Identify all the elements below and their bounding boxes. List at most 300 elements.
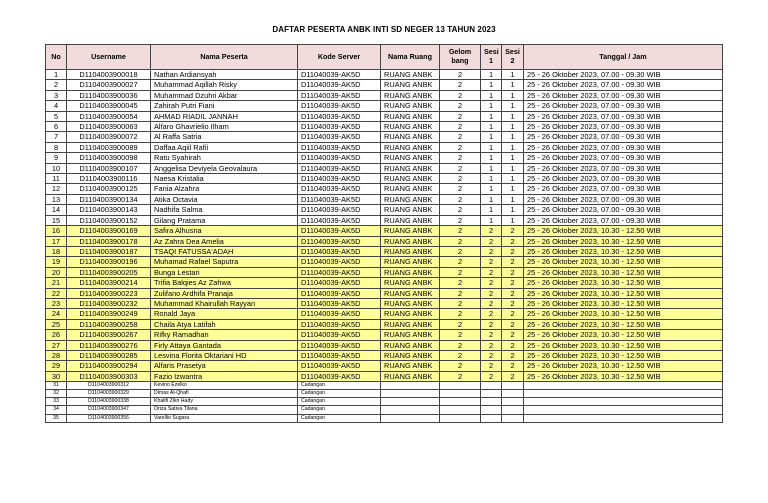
cell-sesi-2: 2	[502, 309, 524, 319]
cell-username: D1104003900276	[67, 340, 151, 350]
cell-nama-ruang	[381, 390, 440, 398]
header-sesi-1: Sesi 1	[481, 45, 502, 70]
cell-nama-ruang: RUANG ANBK	[381, 111, 440, 121]
cell-kode-server: Cadangan	[298, 390, 381, 398]
cell-gelombang: 2	[440, 111, 481, 121]
cell-kode-server: D11040039-AK5D	[298, 194, 381, 204]
table-row	[46, 101, 723, 111]
cell-nama-ruang: RUANG ANBK	[381, 309, 440, 319]
cell-username: D1104003900036	[67, 90, 151, 100]
cell-username: D1104003900267	[67, 330, 151, 340]
cell-gelombang	[440, 390, 481, 398]
cell-sesi-2: 1	[502, 184, 524, 194]
cell-nama-peserta: Muhamad Rafael Saputra	[151, 257, 298, 267]
cell-username: D1104003900072	[67, 132, 151, 142]
cell-nama-peserta: AHMAD RIADIL JANNAH	[151, 111, 298, 121]
cell-nama-ruang: RUANG ANBK	[381, 340, 440, 350]
cell-username: D1104003900187	[67, 246, 151, 256]
cell-tanggal-jam: 25 - 26 Oktober 2023, 07.00 - 09.30 WIB	[524, 194, 723, 204]
cell-nama-peserta: Gilang Pratama	[151, 215, 298, 225]
header-username: Username	[67, 45, 151, 70]
cell-gelombang: 2	[440, 153, 481, 163]
cell-kode-server: D11040039-AK5D	[298, 174, 381, 184]
cell-no: 2	[46, 80, 67, 90]
cell-gelombang: 2	[440, 122, 481, 132]
cell-kode-server: D11040039-AK5D	[298, 226, 381, 236]
cell-nama-ruang: RUANG ANBK	[381, 153, 440, 163]
cell-sesi-2: 2	[502, 319, 524, 329]
cell-tanggal-jam: 25 - 26 Oktober 2023, 07.00 - 09.30 WIB	[524, 174, 723, 184]
cell-nama-ruang: RUANG ANBK	[381, 215, 440, 225]
header-gelombang: Gelom bang	[440, 45, 481, 70]
cell-nama-peserta: Anggelisa Deviyela Geovalaura	[151, 163, 298, 173]
table-row	[46, 278, 723, 288]
cell-tanggal-jam: 25 - 26 Oktober 2023, 07.00 - 09.30 WIB	[524, 122, 723, 132]
cell-nama-ruang: RUANG ANBK	[381, 246, 440, 256]
table-row	[46, 398, 723, 406]
cell-kode-server: D11040039-AK5D	[298, 288, 381, 298]
cell-sesi-1: 2	[481, 361, 502, 371]
header-sesi-2: Sesi 2	[502, 45, 524, 70]
table-row	[46, 288, 723, 298]
cell-tanggal-jam: 25 - 26 Oktober 2023, 10.30 - 12.50 WIB	[524, 330, 723, 340]
table-row	[46, 142, 723, 152]
cell-kode-server: D11040039-AK5D	[298, 111, 381, 121]
cell-nama-ruang: RUANG ANBK	[381, 132, 440, 142]
cell-sesi-1: 1	[481, 205, 502, 215]
cell-sesi-2	[502, 382, 524, 390]
cell-gelombang: 2	[440, 174, 481, 184]
cell-gelombang: 2	[440, 288, 481, 298]
cell-nama-peserta: Nathan Ardiansyah	[151, 70, 298, 80]
cell-kode-server: Cadangan	[298, 414, 381, 422]
cell-tanggal-jam: 25 - 26 Oktober 2023, 10.30 - 12.50 WIB	[524, 340, 723, 350]
cell-no: 25	[46, 319, 67, 329]
cell-sesi-2: 2	[502, 340, 524, 350]
cell-no: 9	[46, 153, 67, 163]
cell-nama-peserta: Zulifano Ardhifa Pranaja	[151, 288, 298, 298]
cell-nama-peserta: Rifky Ramadhan	[151, 330, 298, 340]
cell-tanggal-jam: 25 - 26 Oktober 2023, 07.00 - 09.30 WIB	[524, 90, 723, 100]
header-tanggal-jam: Tanggal / Jam	[524, 45, 723, 70]
cell-nama-ruang: RUANG ANBK	[381, 361, 440, 371]
cell-tanggal-jam: 25 - 26 Oktober 2023, 07.00 - 09.30 WIB	[524, 142, 723, 152]
cell-nama-peserta: Nadhifa Salma	[151, 205, 298, 215]
cell-tanggal-jam: 25 - 26 Oktober 2023, 07.00 - 09.30 WIB	[524, 111, 723, 121]
cell-tanggal-jam: 25 - 26 Oktober 2023, 07.00 - 09.30 WIB	[524, 163, 723, 173]
cell-no: 19	[46, 257, 67, 267]
cell-kode-server: D11040039-AK5D	[298, 257, 381, 267]
cell-tanggal-jam: 25 - 26 Oktober 2023, 07.00 - 09.30 WIB	[524, 70, 723, 80]
cell-sesi-2: 1	[502, 70, 524, 80]
cell-tanggal-jam	[524, 406, 723, 414]
cell-gelombang: 2	[440, 80, 481, 90]
cell-username: D1104003900027	[67, 80, 151, 90]
cell-sesi-1: 1	[481, 122, 502, 132]
cell-sesi-1: 1	[481, 194, 502, 204]
cell-sesi-1: 1	[481, 70, 502, 80]
cell-no: 32	[46, 390, 67, 398]
cell-no: 13	[46, 194, 67, 204]
cell-gelombang: 2	[440, 330, 481, 340]
cell-tanggal-jam: 25 - 26 Oktober 2023, 10.30 - 12.50 WIB	[524, 236, 723, 246]
cell-no: 10	[46, 163, 67, 173]
cell-tanggal-jam	[524, 398, 723, 406]
cell-sesi-1	[481, 390, 502, 398]
table-row	[46, 163, 723, 173]
cell-sesi-2: 2	[502, 288, 524, 298]
cell-nama-peserta: Trifia Balqies Az Zahwa	[151, 278, 298, 288]
cell-username: D1104003900338	[67, 398, 151, 406]
cell-username: D1104003900196	[67, 257, 151, 267]
cell-kode-server: D11040039-AK5D	[298, 122, 381, 132]
table-row	[46, 406, 723, 414]
table-row	[46, 122, 723, 132]
table-row	[46, 215, 723, 225]
cell-tanggal-jam: 25 - 26 Oktober 2023, 10.30 - 12.50 WIB	[524, 298, 723, 308]
cell-no: 12	[46, 184, 67, 194]
cell-sesi-1: 2	[481, 371, 502, 381]
cell-kode-server: D11040039-AK5D	[298, 298, 381, 308]
cell-tanggal-jam: 25 - 26 Oktober 2023, 07.00 - 09.30 WIB	[524, 132, 723, 142]
cell-no: 29	[46, 361, 67, 371]
cell-nama-ruang	[381, 406, 440, 414]
cell-gelombang	[440, 414, 481, 422]
cell-username: D1104003900125	[67, 184, 151, 194]
cell-nama-peserta: Alfaro Ghavrielio Ilham	[151, 122, 298, 132]
participant-table	[45, 44, 723, 423]
cell-sesi-1: 2	[481, 309, 502, 319]
cell-sesi-1: 1	[481, 174, 502, 184]
cell-gelombang: 2	[440, 90, 481, 100]
cell-sesi-1: 1	[481, 80, 502, 90]
cell-kode-server: D11040039-AK5D	[298, 319, 381, 329]
cell-tanggal-jam: 25 - 26 Oktober 2023, 10.30 - 12.50 WIB	[524, 257, 723, 267]
cell-nama-peserta: Lesvina Florita Oktariani HD	[151, 350, 298, 360]
table-row	[46, 184, 723, 194]
cell-kode-server: D11040039-AK5D	[298, 278, 381, 288]
cell-sesi-1: 1	[481, 142, 502, 152]
cell-username: D1104003900178	[67, 236, 151, 246]
cell-tanggal-jam: 25 - 26 Oktober 2023, 07.00 - 09.30 WIB	[524, 215, 723, 225]
cell-tanggal-jam: 25 - 26 Oktober 2023, 10.30 - 12.50 WIB	[524, 246, 723, 256]
cell-tanggal-jam: 25 - 26 Oktober 2023, 10.30 - 12.50 WIB	[524, 309, 723, 319]
cell-gelombang: 2	[440, 163, 481, 173]
cell-kode-server: D11040039-AK5D	[298, 246, 381, 256]
cell-sesi-2: 2	[502, 226, 524, 236]
cell-username: D1104003900054	[67, 111, 151, 121]
cell-nama-peserta: Dimas Al-Qhafi	[151, 390, 298, 398]
cell-sesi-2: 2	[502, 267, 524, 277]
cell-sesi-2	[502, 406, 524, 414]
cell-sesi-1: 2	[481, 236, 502, 246]
cell-gelombang	[440, 406, 481, 414]
cell-sesi-2: 1	[502, 153, 524, 163]
cell-username: D1104003900116	[67, 174, 151, 184]
cell-kode-server: Cadangan	[298, 398, 381, 406]
cell-nama-peserta: Bunga Lestari	[151, 267, 298, 277]
cell-nama-ruang: RUANG ANBK	[381, 350, 440, 360]
cell-no: 1	[46, 70, 67, 80]
table-row	[46, 309, 723, 319]
cell-sesi-1	[481, 414, 502, 422]
cell-gelombang: 2	[440, 350, 481, 360]
cell-sesi-1: 1	[481, 153, 502, 163]
cell-sesi-1: 1	[481, 90, 502, 100]
cell-sesi-2: 2	[502, 330, 524, 340]
cell-no: 18	[46, 246, 67, 256]
cell-gelombang	[440, 382, 481, 390]
cell-username: D1104003900089	[67, 142, 151, 152]
cell-username: D1104003900169	[67, 226, 151, 236]
table-row	[46, 267, 723, 277]
cell-nama-peserta: Naesa Kristalia	[151, 174, 298, 184]
cell-sesi-2: 2	[502, 257, 524, 267]
cell-tanggal-jam: 25 - 26 Oktober 2023, 10.30 - 12.50 WIB	[524, 319, 723, 329]
cell-sesi-1: 2	[481, 340, 502, 350]
cell-gelombang: 2	[440, 361, 481, 371]
cell-username: D1104003900249	[67, 309, 151, 319]
cell-tanggal-jam: 25 - 26 Oktober 2023, 10.30 - 12.50 WIB	[524, 371, 723, 381]
cell-kode-server: D11040039-AK5D	[298, 142, 381, 152]
cell-username: D1104003900294	[67, 361, 151, 371]
cell-no: 15	[46, 215, 67, 225]
cell-gelombang: 2	[440, 257, 481, 267]
table-row	[46, 371, 723, 381]
cell-sesi-2: 1	[502, 132, 524, 142]
cell-nama-ruang	[381, 414, 440, 422]
cell-username: D1104003900214	[67, 278, 151, 288]
cell-tanggal-jam: 25 - 26 Oktober 2023, 10.30 - 12.50 WIB	[524, 361, 723, 371]
cell-sesi-2: 2	[502, 350, 524, 360]
cell-gelombang: 2	[440, 70, 481, 80]
cell-no: 4	[46, 101, 67, 111]
header-nama-ruang: Nama Ruang	[381, 45, 440, 70]
cell-tanggal-jam: 25 - 26 Oktober 2023, 07.00 - 09.30 WIB	[524, 184, 723, 194]
cell-sesi-2: 1	[502, 122, 524, 132]
cell-nama-peserta: Ratu Syahirah	[151, 153, 298, 163]
cell-tanggal-jam: 25 - 26 Oktober 2023, 07.00 - 09.30 WIB	[524, 205, 723, 215]
table-row	[46, 153, 723, 163]
cell-tanggal-jam	[524, 414, 723, 422]
cell-nama-ruang: RUANG ANBK	[381, 174, 440, 184]
cell-username: D1104003900356	[67, 414, 151, 422]
cell-nama-ruang: RUANG ANBK	[381, 80, 440, 90]
cell-nama-peserta: Ronald Jaya	[151, 309, 298, 319]
cell-kode-server: D11040039-AK5D	[298, 350, 381, 360]
cell-kode-server: D11040039-AK5D	[298, 101, 381, 111]
cell-nama-peserta: Zahirah Putri Fiani	[151, 101, 298, 111]
cell-kode-server: D11040039-AK5D	[298, 163, 381, 173]
cell-username: D1104003900098	[67, 153, 151, 163]
cell-username: D1104003900143	[67, 205, 151, 215]
cell-username: D1104003900018	[67, 70, 151, 80]
cell-kode-server: D11040039-AK5D	[298, 236, 381, 246]
table-row	[46, 350, 723, 360]
cell-gelombang: 2	[440, 340, 481, 350]
cell-sesi-1: 2	[481, 278, 502, 288]
cell-tanggal-jam: 25 - 26 Oktober 2023, 07.00 - 09.30 WIB	[524, 153, 723, 163]
cell-nama-peserta: TSAQI FATUSSA'ADAH	[151, 246, 298, 256]
cell-no: 28	[46, 350, 67, 360]
cell-nama-ruang	[381, 382, 440, 390]
cell-sesi-2: 1	[502, 101, 524, 111]
table-row	[46, 236, 723, 246]
table-row	[46, 205, 723, 215]
cell-nama-ruang	[381, 398, 440, 406]
cell-nama-peserta: Muhammad Aqillah Risky	[151, 80, 298, 90]
cell-username: D1104003900258	[67, 319, 151, 329]
cell-nama-peserta: Daffaa Aqiil Rafii	[151, 142, 298, 152]
cell-sesi-1: 2	[481, 246, 502, 256]
cell-no: 14	[46, 205, 67, 215]
cell-gelombang: 2	[440, 205, 481, 215]
cell-gelombang	[440, 398, 481, 406]
table-row	[46, 330, 723, 340]
cell-kode-server: D11040039-AK5D	[298, 132, 381, 142]
cell-kode-server: D11040039-AK5D	[298, 215, 381, 225]
cell-gelombang: 2	[440, 236, 481, 246]
cell-username: D1104003900347	[67, 406, 151, 414]
cell-tanggal-jam	[524, 382, 723, 390]
table-row	[46, 246, 723, 256]
cell-no: 11	[46, 174, 67, 184]
cell-sesi-2: 2	[502, 298, 524, 308]
cell-sesi-2: 2	[502, 236, 524, 246]
cell-kode-server: D11040039-AK5D	[298, 184, 381, 194]
cell-kode-server: D11040039-AK5D	[298, 80, 381, 90]
cell-nama-peserta: Khalifi Zikri Hady	[151, 398, 298, 406]
cell-username: D1104003900205	[67, 267, 151, 277]
cell-gelombang: 2	[440, 298, 481, 308]
cell-nama-peserta: Muhammad Dzuhri Akbar	[151, 90, 298, 100]
cell-nama-ruang: RUANG ANBK	[381, 101, 440, 111]
cell-no: 30	[46, 371, 67, 381]
cell-tanggal-jam: 25 - 26 Oktober 2023, 10.30 - 12.50 WIB	[524, 288, 723, 298]
cell-no: 22	[46, 288, 67, 298]
cell-sesi-2: 2	[502, 246, 524, 256]
cell-sesi-2	[502, 414, 524, 422]
cell-nama-peserta: Firly Attaya Gantada	[151, 340, 298, 350]
cell-gelombang: 2	[440, 184, 481, 194]
cell-kode-server: D11040039-AK5D	[298, 330, 381, 340]
cell-sesi-1: 1	[481, 101, 502, 111]
cell-sesi-1: 2	[481, 226, 502, 236]
cell-sesi-2: 2	[502, 371, 524, 381]
cell-username: D1104003900303	[67, 371, 151, 381]
cell-no: 24	[46, 309, 67, 319]
cell-sesi-2: 2	[502, 278, 524, 288]
cell-sesi-1: 1	[481, 111, 502, 121]
cell-sesi-1: 2	[481, 288, 502, 298]
cell-no: 7	[46, 132, 67, 142]
table-header-row	[46, 45, 723, 70]
cell-sesi-2	[502, 398, 524, 406]
cell-gelombang: 2	[440, 142, 481, 152]
cell-kode-server: D11040039-AK5D	[298, 205, 381, 215]
table-row	[46, 382, 723, 390]
cell-nama-ruang: RUANG ANBK	[381, 163, 440, 173]
cell-nama-peserta: Al Raffa Satria	[151, 132, 298, 142]
cell-nama-peserta: Fania Alzahra	[151, 184, 298, 194]
cell-nama-ruang: RUANG ANBK	[381, 298, 440, 308]
table-row	[46, 70, 723, 80]
table-row	[46, 319, 723, 329]
cell-kode-server: D11040039-AK5D	[298, 70, 381, 80]
cell-nama-peserta: Muhammad Khairullah Rayyan	[151, 298, 298, 308]
cell-nama-ruang: RUANG ANBK	[381, 267, 440, 277]
cell-nama-ruang: RUANG ANBK	[381, 70, 440, 80]
cell-sesi-2: 1	[502, 205, 524, 215]
cell-no: 21	[46, 278, 67, 288]
cell-kode-server: Cadangan	[298, 382, 381, 390]
header-kode-server: Kode Server	[298, 45, 381, 70]
cell-tanggal-jam: 25 - 26 Oktober 2023, 10.30 - 12.50 WIB	[524, 350, 723, 360]
cell-sesi-2: 1	[502, 142, 524, 152]
cell-tanggal-jam: 25 - 26 Oktober 2023, 07.00 - 09.30 WIB	[524, 101, 723, 111]
cell-gelombang: 2	[440, 215, 481, 225]
cell-nama-peserta: Varellio Sugara	[151, 414, 298, 422]
cell-sesi-2: 1	[502, 174, 524, 184]
cell-sesi-1: 1	[481, 132, 502, 142]
cell-nama-ruang: RUANG ANBK	[381, 278, 440, 288]
cell-kode-server: D11040039-AK5D	[298, 371, 381, 381]
cell-nama-peserta: Kevino Ezelko	[151, 382, 298, 390]
cell-sesi-1: 2	[481, 330, 502, 340]
table-row	[46, 226, 723, 236]
cell-no: 34	[46, 406, 67, 414]
table-row	[46, 80, 723, 90]
cell-gelombang: 2	[440, 278, 481, 288]
document-title: DAFTAR PESERTA ANBK INTI SD NEGER 13 TAHUN 2023	[272, 25, 496, 34]
cell-nama-ruang: RUANG ANBK	[381, 205, 440, 215]
cell-sesi-2: 1	[502, 111, 524, 121]
cell-sesi-1: 1	[481, 215, 502, 225]
cell-no: 33	[46, 398, 67, 406]
cell-tanggal-jam: 25 - 26 Oktober 2023, 07.00 - 09.30 WIB	[524, 80, 723, 90]
cell-kode-server: D11040039-AK5D	[298, 340, 381, 350]
cell-sesi-2: 2	[502, 361, 524, 371]
cell-sesi-2: 1	[502, 163, 524, 173]
cell-sesi-1: 2	[481, 298, 502, 308]
cell-sesi-1	[481, 398, 502, 406]
cell-gelombang: 2	[440, 101, 481, 111]
cell-sesi-1: 2	[481, 319, 502, 329]
cell-nama-ruang: RUANG ANBK	[381, 371, 440, 381]
cell-nama-ruang: RUANG ANBK	[381, 226, 440, 236]
cell-sesi-2	[502, 390, 524, 398]
cell-gelombang: 2	[440, 309, 481, 319]
cell-nama-peserta: Atika Octavia	[151, 194, 298, 204]
cell-kode-server: D11040039-AK5D	[298, 267, 381, 277]
header-nama-peserta: Nama Peserta	[151, 45, 298, 70]
table-row	[46, 414, 723, 422]
cell-tanggal-jam: 25 - 26 Oktober 2023, 10.30 - 12.50 WIB	[524, 226, 723, 236]
table-row	[46, 298, 723, 308]
cell-no: 3	[46, 90, 67, 100]
cell-sesi-1: 1	[481, 184, 502, 194]
cell-no: 5	[46, 111, 67, 121]
cell-nama-ruang: RUANG ANBK	[381, 122, 440, 132]
cell-no: 6	[46, 122, 67, 132]
table-row	[46, 340, 723, 350]
cell-nama-ruang: RUANG ANBK	[381, 142, 440, 152]
cell-sesi-1: 1	[481, 163, 502, 173]
cell-gelombang: 2	[440, 267, 481, 277]
cell-nama-ruang: RUANG ANBK	[381, 236, 440, 246]
table-row	[46, 132, 723, 142]
cell-username: D1104003900134	[67, 194, 151, 204]
